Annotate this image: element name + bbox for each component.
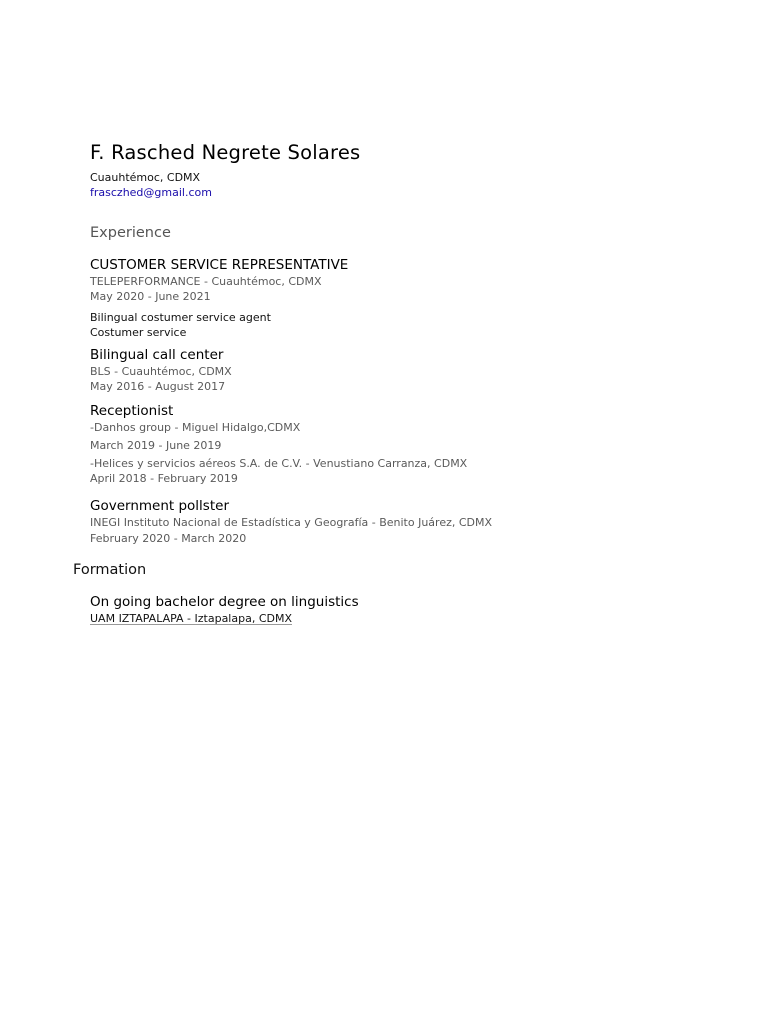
job-dates: May 2016 - August 2017 — [90, 380, 226, 393]
job-description: Bilingual costumer service agent — [90, 311, 271, 324]
job-org: TELEPERFORMANCE - Cuauhtémoc, CDMX — [90, 275, 322, 288]
job-title: Bilingual call center — [90, 347, 224, 363]
experience-heading: Experience — [90, 225, 171, 241]
job-org: -Helices y servicios aéreos S.A. de C.V. - Venustiano Carranza, CDMX — [90, 457, 468, 470]
job-dates: March 2019 - June 2019 — [90, 439, 222, 452]
job-dates: February 2020 - March 2020 — [90, 532, 247, 545]
formation-heading: Formation — [73, 562, 147, 578]
job-dates: May 2020 - June 2021 — [90, 290, 211, 303]
school-link[interactable]: UAM IZTAPALAPA - Iztapalapa, CDMX — [90, 612, 292, 625]
job-org: BLS - Cuauhtémoc, CDMX — [90, 365, 232, 378]
job-title: Government pollster — [90, 498, 229, 514]
candidate-location: Cuauhtémoc, CDMX — [90, 171, 201, 184]
candidate-name: F. Rasched Negrete Solares — [90, 141, 361, 164]
job-title: Receptionist — [90, 403, 174, 419]
degree-title: On going bachelor degree on linguistics — [90, 594, 359, 610]
job-dates: April 2018 - February 2019 — [90, 472, 238, 485]
job-org: INEGI Instituto Nacional de Estadística y Geografía - Benito Juárez, CDMX — [90, 516, 493, 529]
job-description: Costumer service — [90, 326, 187, 339]
candidate-email-link[interactable]: frasczhed@gmail.com — [90, 186, 212, 199]
job-title: CUSTOMER SERVICE REPRESENTATIVE — [90, 257, 349, 273]
job-org: -Danhos group - Miguel Hidalgo,CDMX — [90, 421, 301, 434]
